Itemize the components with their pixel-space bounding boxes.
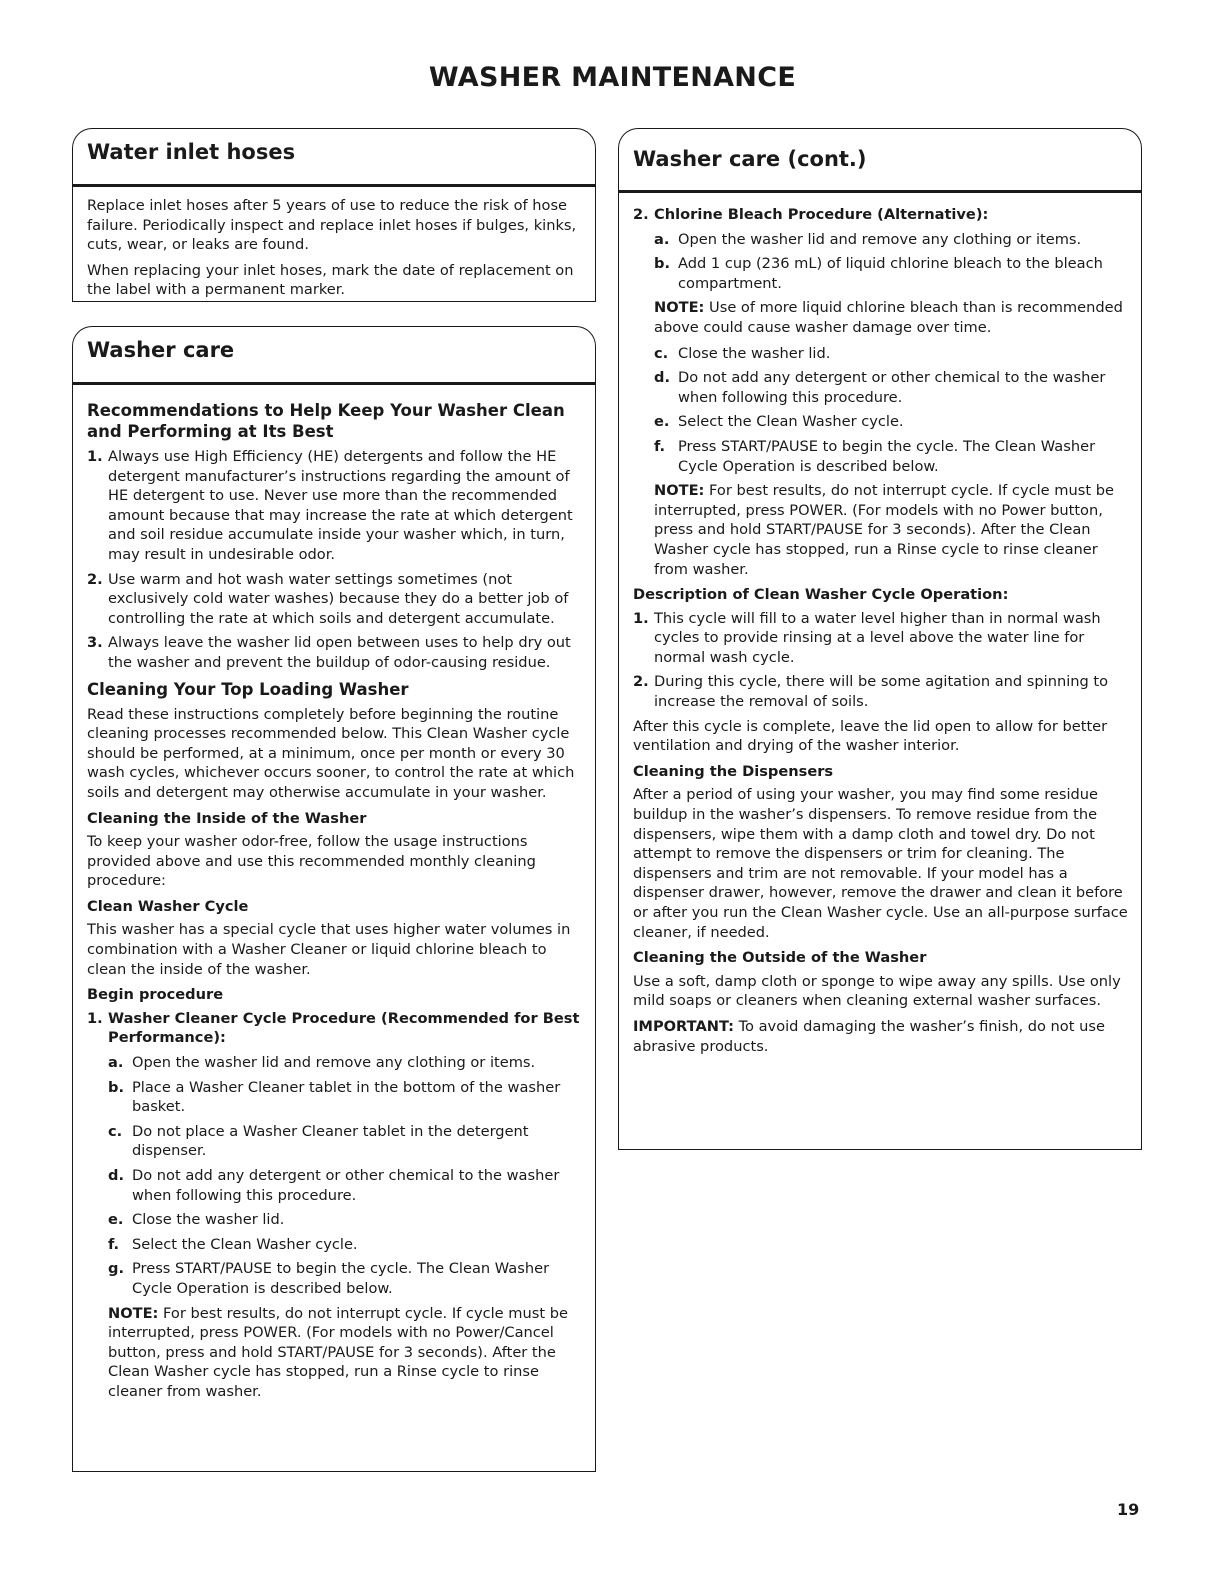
section-title: Water inlet hoses bbox=[87, 140, 296, 164]
paragraph: This washer has a special cycle that uses higher water volumes in combination with a Washer Cleaner or liquid chlorine bleach to clean the inside of the washer. bbox=[87, 921, 571, 978]
step-item: c. Do not place a Washer Cleaner tablet in the detergent dispenser. bbox=[108, 1122, 529, 1160]
paragraph: Read these instructions completely before beginning the routine cleaning processes recommended below. This Clean Washer cycle should be performed, at a minimum, once per month or every 30 wash cycles, whichever occurs sooner, to control the rate at which soils and detergent may otherwise accumulate in your washer. bbox=[87, 705, 575, 801]
procedure-title: 2. Chlorine Bleach Procedure (Alternative): bbox=[633, 206, 989, 223]
step-item: a. Open the washer lid and remove any clothing or items. bbox=[108, 1054, 536, 1072]
water-inlet-hoses-section bbox=[72, 128, 596, 302]
list-item: 1. This cycle will fill to a water level higher than in normal wash cycles to provide rinsing at a level above the water line for normal wash cycle. bbox=[633, 609, 1101, 666]
cycle-description-heading: Description of Clean Washer Cycle Operation: bbox=[633, 586, 1009, 604]
list-item: 2. During this cycle, there will be some agitation and spinning to increase the removal of soils. bbox=[633, 673, 1109, 711]
begin-procedure-heading: Begin procedure bbox=[87, 986, 224, 1004]
procedure-title: 1. Washer Cleaner Cycle Procedure (Recommended for Best Performance): bbox=[87, 1009, 580, 1047]
section-body bbox=[618, 190, 1142, 1150]
paragraph: After this cycle is complete, leave the lid open to allow for better ventilation and drying of the washer interior. bbox=[633, 717, 1108, 755]
page-number: 19 bbox=[1117, 1500, 1140, 1519]
important-note: IMPORTANT: To avoid damaging the washer’s finish, do not use abrasive products. bbox=[633, 1017, 1105, 1055]
dispensers-heading: Cleaning the Dispensers bbox=[633, 762, 834, 780]
section-title: Washer care (cont.) bbox=[633, 147, 867, 171]
list-item: 3. Always leave the washer lid open between uses to help dry out the washer and prevent the buildup of odor-causing residue. bbox=[87, 634, 571, 671]
list-item: 1. Always use High Efficiency (HE) detergents and follow the HE detergent manufacturer’s instructions regarding the amount of HE detergent to use. Never use more than the recommended amount because that may increase the rate at which detergent and soil residue accumulate inside your washer which, in turn, may result in undesirable odor. bbox=[87, 448, 573, 563]
paragraph: After a period of using your washer, you may find some residue buildup in the washer’s dispensers. To remove residue from the dispensers, wipe them with a damp cloth and towel dry. Do not attempt to remove the dispensers or trim for cleaning. The dispensers and trim are not removable. If your model has a dispenser drawer, however, remove the drawer and clean it before or after you run the Clean Washer cycle. Use an all-purpose surface cleaner, if needed. bbox=[633, 786, 1128, 941]
paragraph: Replace inlet hoses after 5 years of use to reduce the risk of hose failure. Periodically inspect and replace inlet hoses if bulges, kinks, cuts, wear, or leaks are found. bbox=[87, 197, 577, 254]
section-body bbox=[72, 382, 596, 1472]
section-title: Washer care bbox=[87, 338, 235, 362]
paragraph: Use a soft, damp cloth or sponge to wipe away any spills. Use only mild soaps or cleaners when cleaning external washer surfaces. bbox=[633, 972, 1121, 1010]
step-item: b. Place a Washer Cleaner tablet in the bottom of the washer basket. bbox=[108, 1078, 561, 1116]
step-item: b. Add 1 cup (236 mL) of liquid chlorine bleach to the bleach compartment. bbox=[654, 255, 1103, 292]
list-item: 2. Use warm and hot wash water settings sometimes (not exclusively cold water washes) because they do a better job of controlling the rate at which soils and detergent accumulate. bbox=[87, 570, 569, 627]
section-body bbox=[72, 184, 596, 302]
step-item: e. Select the Clean Washer cycle. bbox=[654, 413, 904, 431]
step-item: g. Press START/PAUSE to begin the cycle. The Clean Washer Cycle Operation is described below. bbox=[108, 1260, 550, 1297]
clean-cycle-heading: Clean Washer Cycle bbox=[87, 897, 249, 915]
washer-care-section bbox=[72, 326, 596, 1472]
step-item: a. Open the washer lid and remove any clothing or items. bbox=[654, 230, 1082, 248]
outside-heading: Cleaning the Outside of the Washer bbox=[633, 949, 927, 967]
washer-care-cont-section bbox=[618, 128, 1142, 1150]
step-item: f. Press START/PAUSE to begin the cycle. The Clean Washer Cycle Operation is described below. bbox=[654, 437, 1096, 475]
step-item: e. Close the washer lid. bbox=[108, 1211, 285, 1229]
step-item: f. Select the Clean Washer cycle. bbox=[108, 1235, 358, 1253]
note: NOTE: For best results, do not interrupt cycle. If cycle must be interrupted, press POWER. (For models with no Power button, press and hold START/PAUSE for 3 seconds). After the Clean Washer cycle has stopped, run a Rinse cycle to rinse cleaner from washer. bbox=[654, 482, 1114, 578]
paragraph: To keep your washer odor-free, follow the usage instructions provided above and use this recommended monthly cleaning procedure: bbox=[87, 833, 536, 890]
step-item: d. Do not add any detergent or other chemical to the washer when following this procedure. bbox=[108, 1167, 560, 1204]
step-item: d. Do not add any detergent or other chemical to the washer when following this procedure. bbox=[654, 369, 1106, 406]
inside-heading: Cleaning the Inside of the Washer bbox=[87, 809, 367, 827]
page-title: WASHER MAINTENANCE bbox=[428, 62, 797, 93]
recommendations-heading: Recommendations to Help Keep Your Washer Clean and Performing at Its Best bbox=[87, 401, 565, 441]
step-item: c. Close the washer lid. bbox=[654, 344, 831, 362]
note: NOTE: Use of more liquid chlorine bleach than is recommended above could cause washer damage over time. bbox=[654, 299, 1123, 336]
cleaning-heading: Cleaning Your Top Loading Washer bbox=[87, 679, 409, 699]
note: NOTE: For best results, do not interrupt cycle. If cycle must be interrupted, press POWER. (For models with no Power/Cancel button, press and hold START/PAUSE for 3 seconds). After the Clean Washer cycle has stopped, run a Rinse cycle to rinse cleaner from washer. bbox=[108, 1304, 568, 1400]
paragraph: When replacing your inlet hoses, mark the date of replacement on the label with a permanent marker. bbox=[87, 261, 574, 299]
